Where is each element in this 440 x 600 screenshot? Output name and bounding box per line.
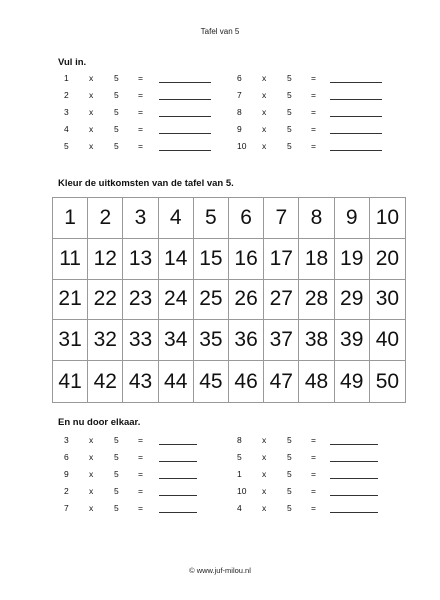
answer-blank[interactable] [330,444,378,445]
number-cell[interactable]: 21 [53,280,88,321]
equals-sign: = [311,124,316,134]
times-sign: x [262,90,267,100]
number-cell[interactable]: 34 [159,320,194,361]
times-sign: x [262,503,267,513]
multiplier: 5 [114,73,119,83]
multiplicand: 9 [64,469,69,479]
number-cell[interactable]: 6 [229,198,264,239]
number-cell[interactable]: 39 [335,320,370,361]
multiplicand: 10 [237,141,247,151]
multiplier: 5 [287,435,292,445]
number-cell[interactable]: 9 [335,198,370,239]
equals-sign: = [311,73,316,83]
answer-blank[interactable] [159,461,197,462]
multiplicand: 5 [64,141,69,151]
number-cell[interactable]: 13 [123,239,158,280]
answer-blank[interactable] [159,150,211,151]
equals-sign: = [311,503,316,513]
multiplicand: 8 [237,435,242,445]
number-cell[interactable]: 25 [194,280,229,321]
number-cell[interactable]: 18 [299,239,334,280]
number-cell[interactable]: 12 [88,239,123,280]
answer-blank[interactable] [159,444,197,445]
equals-sign: = [138,124,143,134]
equals-sign: = [311,107,316,117]
number-cell[interactable]: 48 [299,361,334,402]
equals-sign: = [138,469,143,479]
times-sign: x [262,486,267,496]
answer-blank[interactable] [159,133,211,134]
times-sign: x [262,141,267,151]
times-sign: x [89,435,94,445]
number-cell[interactable]: 8 [299,198,334,239]
equals-sign: = [138,141,143,151]
number-cell[interactable]: 15 [194,239,229,280]
multiplier: 5 [114,90,119,100]
multiplicand: 6 [237,73,242,83]
footer-copyright: © www.juf-milou.nl [189,566,251,575]
times-sign: x [89,124,94,134]
times-sign: x [89,452,94,462]
multiplier: 5 [114,435,119,445]
answer-blank[interactable] [159,478,197,479]
answer-blank[interactable] [159,99,211,100]
equals-sign: = [138,107,143,117]
answer-blank[interactable] [330,512,378,513]
multiplier: 5 [114,486,119,496]
section-heading-color: Kleur de uitkomsten van de tafel van 5. [58,178,234,189]
number-cell[interactable]: 49 [335,361,370,402]
times-sign: x [89,107,94,117]
equals-sign: = [311,452,316,462]
multiplicand: 1 [64,73,69,83]
equals-sign: = [138,73,143,83]
number-cell[interactable]: 10 [370,198,405,239]
equals-sign: = [138,486,143,496]
equals-sign: = [138,503,143,513]
number-cell[interactable]: 20 [370,239,405,280]
multiplier: 5 [287,141,292,151]
multiplicand: 4 [237,503,242,513]
number-cell[interactable]: 4 [159,198,194,239]
number-cell[interactable]: 40 [370,320,405,361]
section-heading-fill-in: Vul in. [58,57,87,68]
multiplier: 5 [287,469,292,479]
number-cell[interactable]: 23 [123,280,158,321]
number-cell[interactable]: 50 [375,369,400,393]
multiplier: 5 [114,107,119,117]
number-cell[interactable]: 45 [194,361,229,402]
number-cell[interactable]: 17 [264,239,299,280]
multiplier: 5 [114,469,119,479]
number-cell[interactable]: 37 [264,320,299,361]
number-cell[interactable]: 28 [299,280,334,321]
equals-sign: = [138,435,143,445]
times-sign: x [89,486,94,496]
multiplicand: 8 [237,107,242,117]
equals-sign: = [311,469,316,479]
times-sign: x [262,435,267,445]
number-cell[interactable]: 3 [123,198,158,239]
number-cell[interactable]: 1 [53,198,88,239]
answer-blank[interactable] [330,495,378,496]
answer-blank[interactable] [330,150,382,151]
number-cell[interactable]: 30 [370,280,405,321]
multiplier: 5 [287,90,292,100]
equals-sign: = [311,141,316,151]
multiplier: 5 [114,141,119,151]
times-sign: x [262,107,267,117]
equals-sign: = [311,486,316,496]
multiplier: 5 [114,503,119,513]
times-sign: x [89,469,94,479]
times-sign: x [89,141,94,151]
multiplicand: 2 [64,90,69,100]
number-cell[interactable]: 27 [264,280,299,321]
number-cell[interactable]: 22 [88,280,123,321]
number-cell[interactable]: 42 [88,361,123,402]
times-sign: x [262,124,267,134]
number-cell[interactable]: 31 [53,320,88,361]
number-cell[interactable]: 38 [299,320,334,361]
times-sign: x [89,90,94,100]
answer-blank[interactable] [330,133,382,134]
number-cell[interactable]: 46 [229,361,264,402]
number-cell[interactable]: 35 [194,320,229,361]
multiplier: 5 [287,503,292,513]
times-sign: x [262,73,267,83]
number-cell[interactable]: 19 [335,239,370,280]
number-cell[interactable]: 16 [229,239,264,280]
section-heading-mixed: En nu door elkaar. [58,417,141,428]
number-cell[interactable]: 43 [123,361,158,402]
multiplier: 5 [287,107,292,117]
multiplicand: 3 [64,107,69,117]
number-cell[interactable]: 41 [53,361,88,402]
multiplicand: 9 [237,124,242,134]
multiplier: 5 [287,124,292,134]
times-sign: x [262,469,267,479]
answer-blank[interactable] [330,478,378,479]
answer-blank[interactable] [159,495,197,496]
equals-sign: = [311,90,316,100]
answer-blank[interactable] [330,82,382,83]
number-cell[interactable]: 11 [53,239,88,280]
number-cell[interactable]: 47 [264,361,299,402]
multiplicand: 10 [237,486,247,496]
times-sign: x [262,452,267,462]
answer-blank[interactable] [159,82,211,83]
multiplicand: 1 [237,469,242,479]
multiplier: 5 [287,73,292,83]
multiplier: 5 [287,452,292,462]
page-title: Tafel van 5 [200,27,240,36]
multiplicand: 5 [237,452,242,462]
equals-sign: = [311,435,316,445]
multiplicand: 7 [64,503,69,513]
number-cell[interactable]: 24 [159,280,194,321]
number-cell[interactable]: 26 [229,280,264,321]
answer-blank[interactable] [159,512,197,513]
times-sign: x [89,73,94,83]
multiplicand: 6 [64,452,69,462]
number-cell[interactable]: 7 [264,198,299,239]
answer-blank[interactable] [330,99,382,100]
number-cell[interactable]: 44 [159,361,194,402]
times-sign: x [89,503,94,513]
answer-blank[interactable] [159,116,211,117]
multiplicand: 4 [64,124,69,134]
number-cell[interactable]: 14 [159,239,194,280]
multiplier: 5 [114,124,119,134]
number-cell[interactable]: 29 [335,280,370,321]
answer-blank[interactable] [330,116,382,117]
multiplicand: 7 [237,90,242,100]
number-cell[interactable]: 32 [88,320,123,361]
number-grid [52,197,406,403]
multiplicand: 2 [64,486,69,496]
equals-sign: = [138,452,143,462]
number-cell[interactable]: 2 [88,198,123,239]
number-cell[interactable]: 33 [123,320,158,361]
answer-blank[interactable] [330,461,378,462]
equals-sign: = [138,90,143,100]
number-cell[interactable]: 5 [194,198,229,239]
number-cell[interactable]: 36 [229,320,264,361]
multiplier: 5 [287,486,292,496]
multiplicand: 3 [64,435,69,445]
multiplier: 5 [114,452,119,462]
